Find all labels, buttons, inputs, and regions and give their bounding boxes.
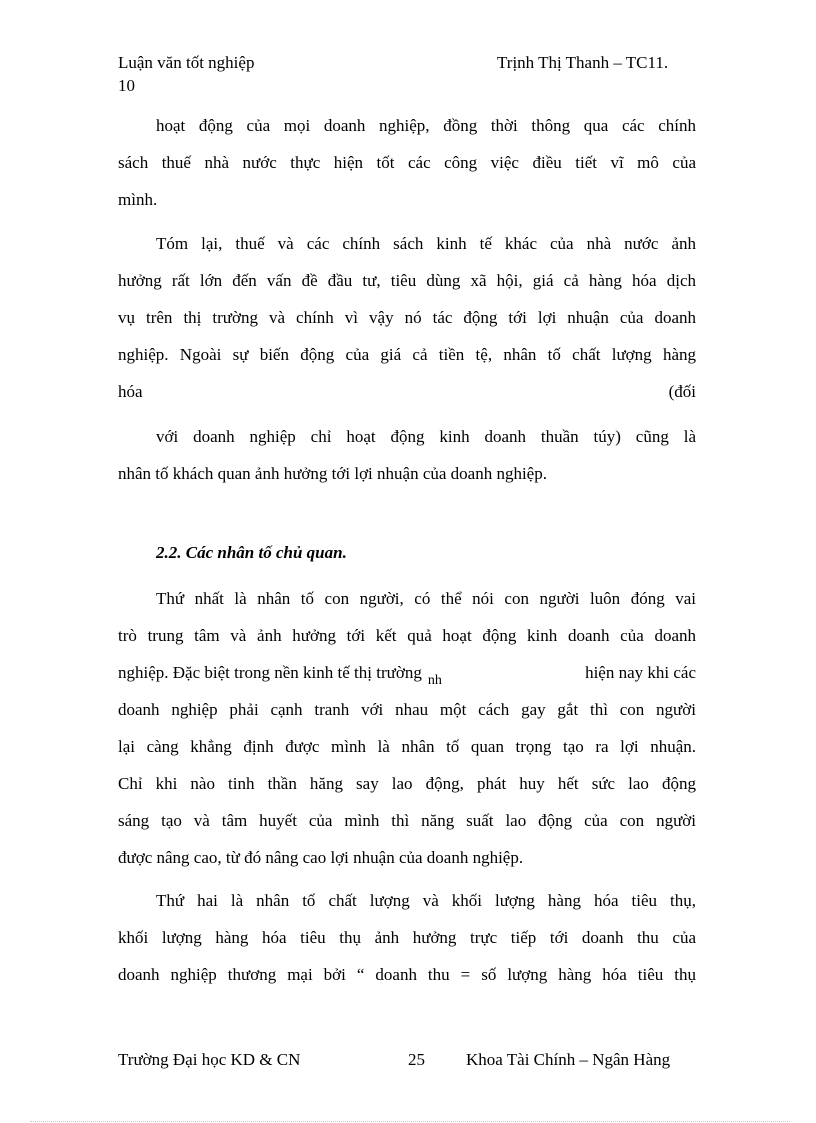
paragraph-4 [118, 580, 696, 876]
footer-right: Khoa Tài Chính – Ngân Hàng [466, 1050, 671, 1069]
paragraph-2 [118, 225, 696, 410]
paragraph-3 [118, 418, 696, 492]
text-line: được nâng cao, từ đó nâng cao lợi nhuận của doanh nghiệp. [118, 848, 524, 867]
text-line: sáng tạo và tâm huyết của mình thì năng suất lao động của con người [118, 811, 696, 830]
text-line: hưởng rất lớn đến vấn đề đầu tư, tiêu dùng xã hội, giá cả hàng hóa dịch [118, 271, 696, 290]
text-line: mình. [118, 190, 158, 209]
text-line-with-sub [118, 654, 696, 691]
page-number: 25 [408, 1050, 425, 1069]
header-right: Trịnh Thị Thanh – TC11. [497, 53, 669, 72]
text-line: nhân tố khách quan ảnh hưởng tới lợi nhuận của doanh nghiệp. [118, 464, 547, 483]
line-text-after: hiện nay khi các [585, 663, 696, 682]
text-line: Thứ nhất là nhân tố con người, có thể nói con người luôn đóng vai [156, 589, 696, 608]
split-left-text: hóa [118, 382, 143, 401]
text-line: doanh nghiệp thương mại bởi “ doanh thu = số lượng hàng hóa tiêu thụ [118, 965, 696, 984]
text-line: nghiệp. Ngoài sự biến động của giá cả tiền tệ, nhân tố chất lượng hàng [118, 345, 696, 364]
header-sub: 10 [118, 76, 135, 95]
footer-left: Trường Đại học KD & CN [118, 1050, 301, 1069]
split-right-text: (đối [668, 382, 696, 401]
line-text-before: nghiệp. Đặc biệt trong nền kinh tế thị trường [118, 663, 422, 682]
text-line: hoạt động của mọi doanh nghiệp, đồng thời thông qua các chính [156, 116, 696, 135]
text-line-split [118, 373, 696, 410]
subscript-fragment: nh [427, 673, 442, 688]
header-left: Luận văn tốt nghiệp [118, 53, 255, 72]
text-line: sách thuế nhà nước thực hiện tốt các công việc điều tiết vĩ mô của [118, 153, 696, 172]
text-line: Tóm lại, thuế và các chính sách kinh tế khác của nhà nước ảnh [156, 234, 696, 253]
page-bottom-border [30, 1121, 790, 1122]
paragraph-1 [118, 107, 696, 218]
text-line: vụ trên thị trường và chính vì vậy nó tác động tới lợi nhuận của doanh [118, 308, 696, 327]
text-line: doanh nghiệp phải cạnh tranh với nhau một cách gay gắt thì con người [118, 700, 696, 719]
text-line: trò trung tâm và ảnh hưởng tới kết quả hoạt động kinh doanh của doanh [118, 626, 696, 645]
text-line: Thứ hai là nhân tố chất lượng và khối lượng hàng hóa tiêu thụ, [156, 891, 696, 910]
text-line: lại càng khẳng định được mình là nhân tố quan trọng tạo ra lợi nhuận. [118, 737, 696, 756]
paragraph-5 [118, 882, 696, 993]
text-line: Chỉ khi nào tinh thần hăng say lao động, phát huy hết sức lao động [118, 774, 696, 793]
text-line: với doanh nghiệp chỉ hoạt động kinh doanh thuần túy) cũng là [156, 427, 696, 446]
text-line: khối lượng hàng hóa tiêu thụ ảnh hưởng trực tiếp tới doanh thu của [118, 928, 696, 947]
section-heading: 2.2. Các nhân tố chủ quan. [156, 543, 347, 562]
